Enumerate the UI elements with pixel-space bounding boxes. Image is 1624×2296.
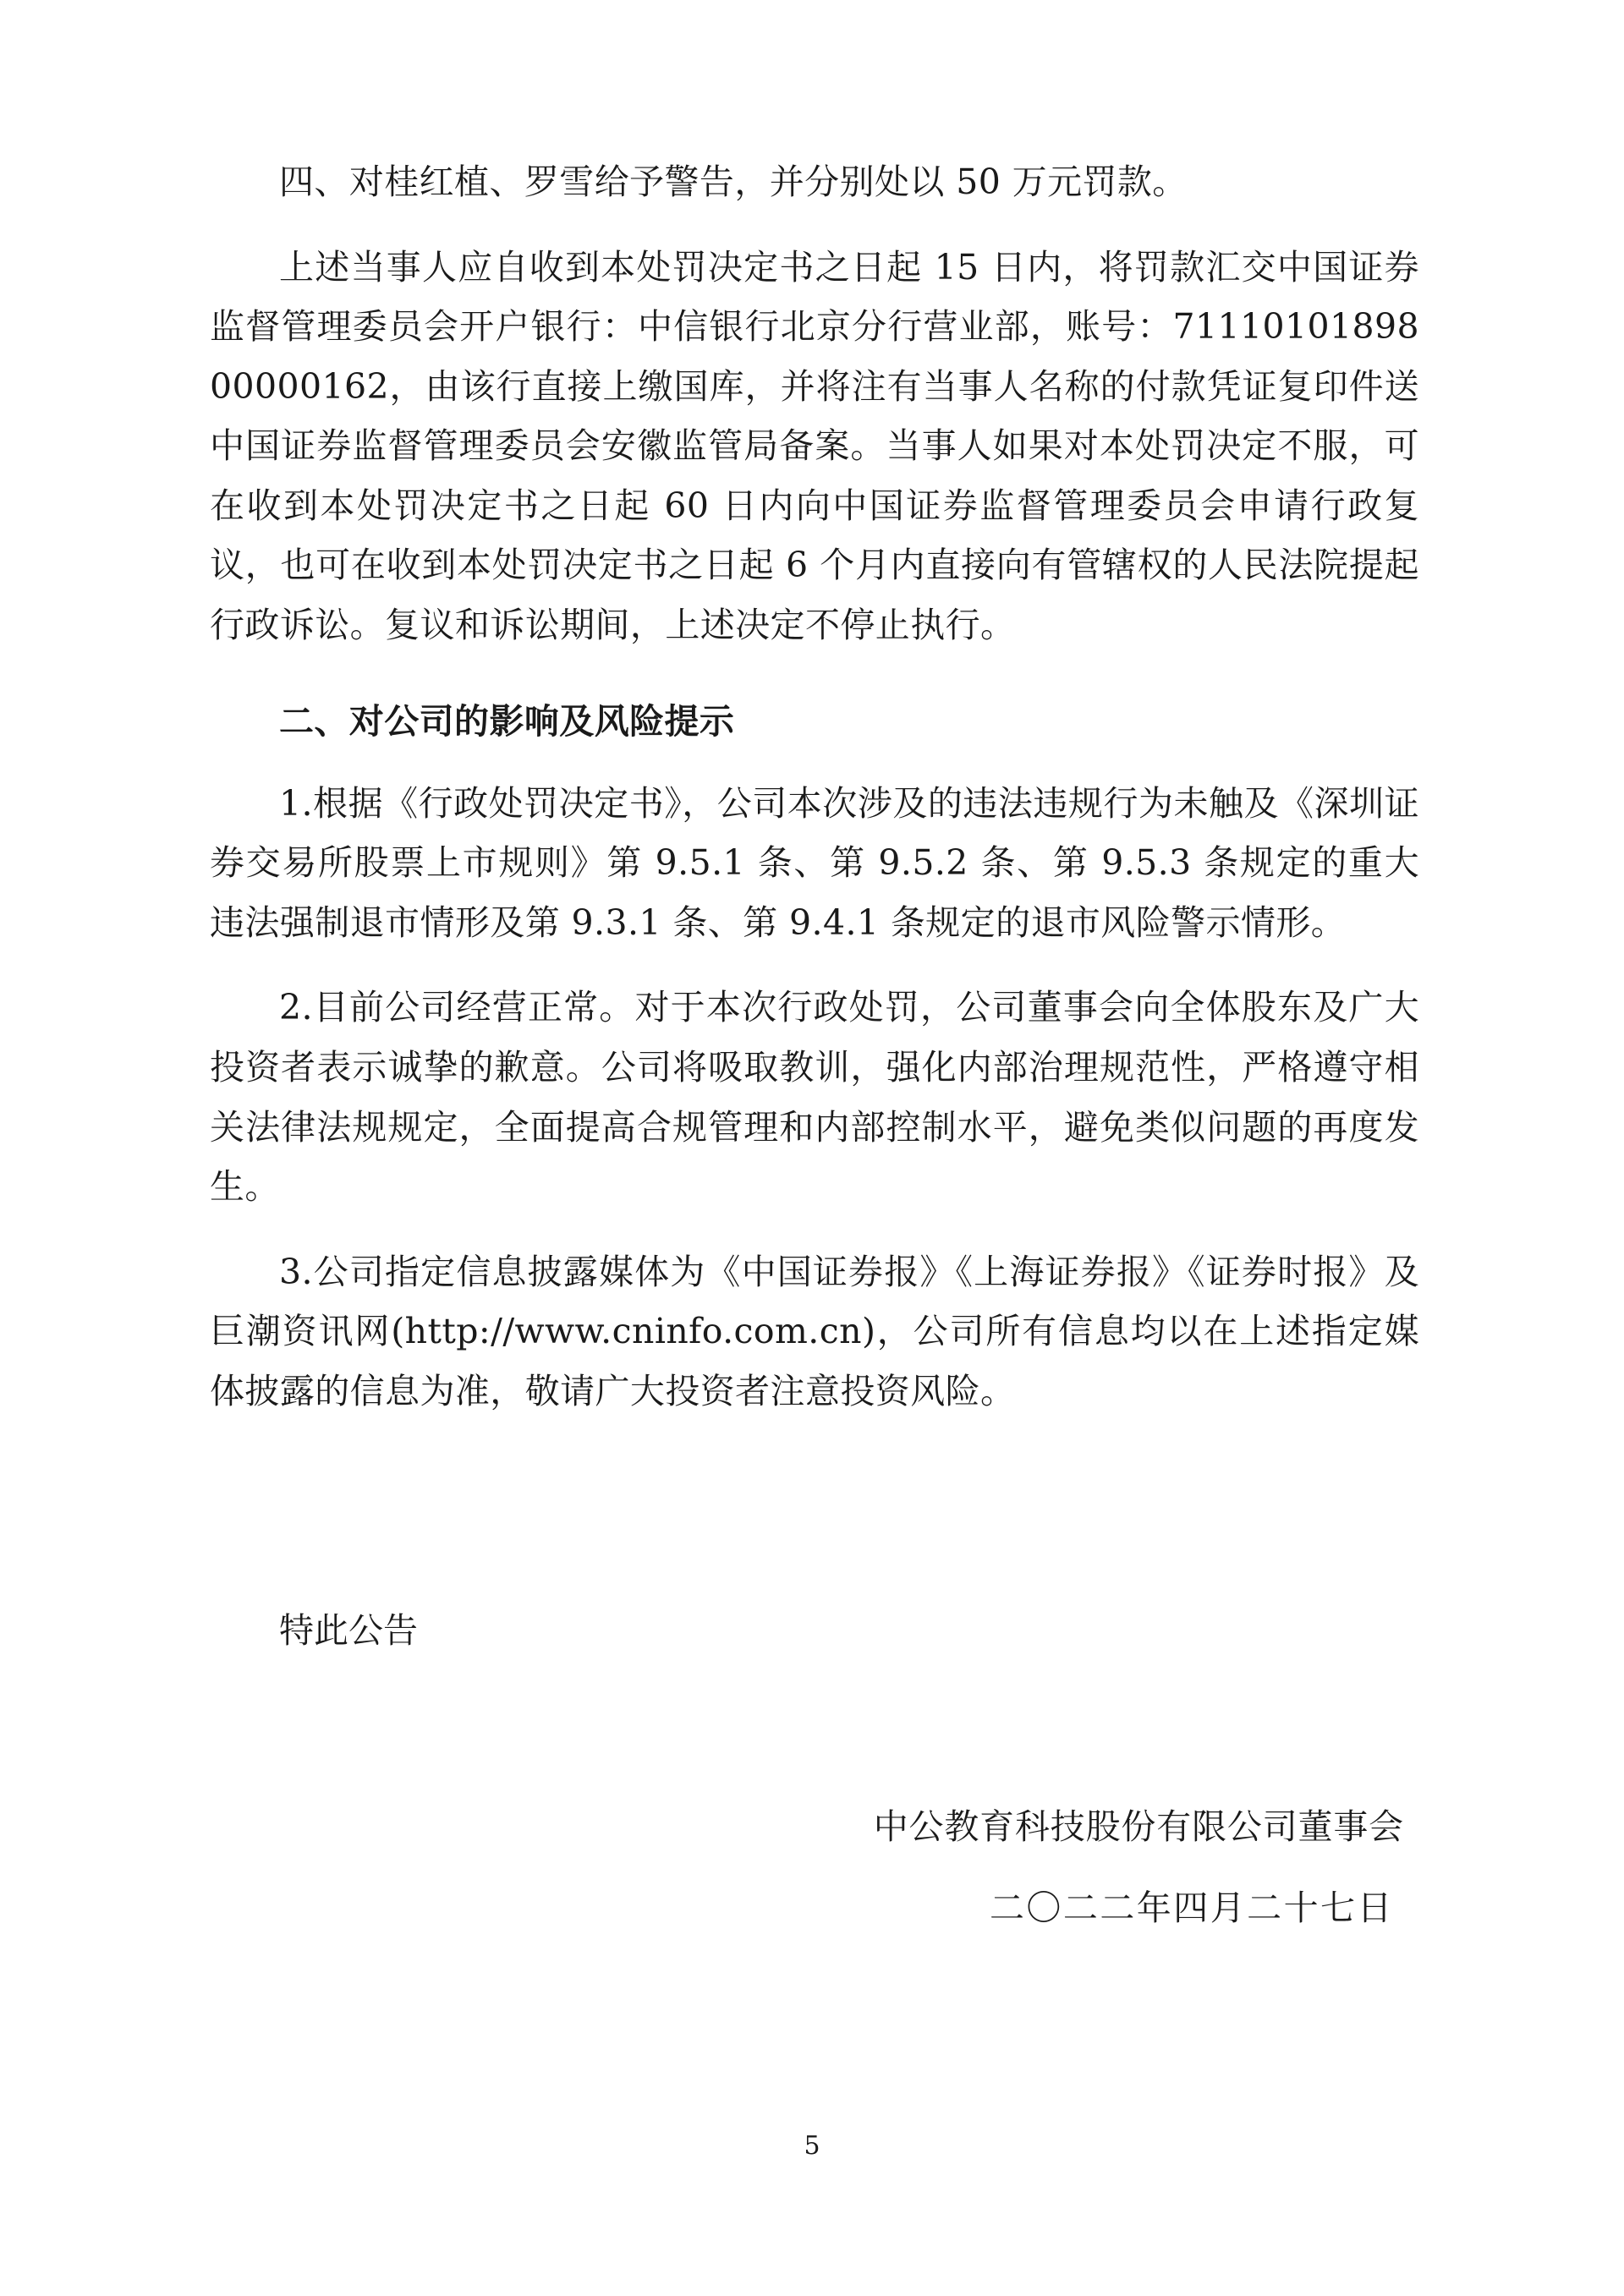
signature-date: 二〇二二年四月二十七日 — [989, 1888, 1394, 1929]
paragraph-item-four: 四、对桂红植、罗雪给予警告，并分别处以 50 万元罚款。 — [279, 162, 1188, 202]
signature-company: 中公教育科技股份有限公司董事会 — [873, 1806, 1404, 1847]
closing-notice: 特此公告 — [279, 1610, 418, 1652]
paragraph-point-2: 2.目前公司经营正常。对于本次行政处罚，公司董事会向全体股东及广大投资者表示诚挚的歉意。公司将吸取教训，强化内部治理规范性，严格遵守相关法律法规规定，全面提高合规管理和内部控制水平，避免类似问题的再度发生。 — [210, 987, 1419, 1208]
document-body — [210, 152, 1419, 1938]
paragraph-payment-instructions: 上述当事人应自收到本处罚决定书之日起 15 日内，将罚款汇交中国证券监督管理委员会开户银行：中信银行北京分行营业部，账号：7111010189800000162，由该行直接上缴国库，并将注有当事人名称的付款凭证复印件送中国证券监督管理委员会安徽监管局备案。当事人如果对本处罚决定不服，可在收到本处罚决定书之日起 60 日内向中国证券监督管理委员会申请行政复议，也可在收到本处罚决定书之日起 6 个月内直接向有管辖权的人民法院提起行政诉讼。复议和诉讼期间，上述决定不停止执行。 — [210, 246, 1419, 645]
spacer — [210, 1696, 1419, 1797]
spacer — [210, 1424, 1419, 1566]
spacer — [210, 752, 1419, 774]
spacer — [210, 658, 1419, 692]
spacer — [210, 956, 1419, 978]
spacer — [210, 216, 1419, 238]
paragraph-point-3: 3.公司指定信息披露媒体为《中国证券报》《上海证券报》《证券时报》及巨潮资讯网(http://www.cninfo.com.cn)，公司所有信息均以在上述指定媒体披露的信息为准，敬请广大投资者注意投资风险。 — [210, 1251, 1419, 1411]
page-number: 5 — [804, 2131, 820, 2161]
signature-block — [210, 1797, 1419, 1938]
section-heading-two: 二、对公司的影响及风险提示 — [279, 701, 735, 743]
spacer — [210, 1856, 1404, 1878]
spacer — [210, 1220, 1419, 1242]
paragraph-point-1: 1.根据《行政处罚决定书》，公司本次涉及的违法违规行为未触及《深圳证券交易所股票上市规则》第 9.5.1 条、第 9.5.2 条、第 9.5.3 条规定的重大违法强制退市情形及第 9.3.1 条、第 9.4.1 条规定的退市风险警示情形。 — [210, 782, 1419, 943]
